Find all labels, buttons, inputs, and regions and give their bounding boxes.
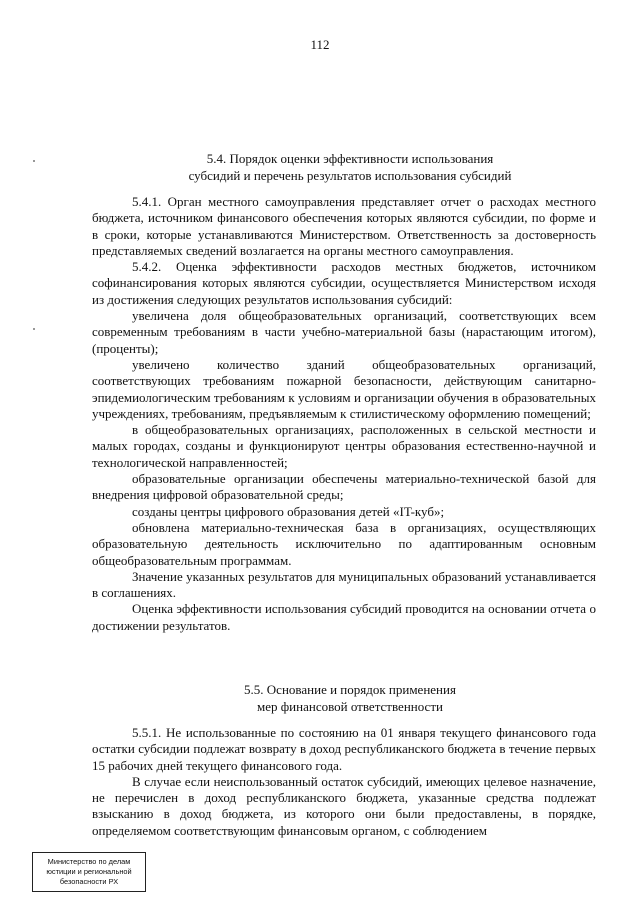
scan-speck <box>33 328 35 330</box>
result-item-3: в общеобразовательных организациях, расположенных в сельской местности и малых городах, созданы и функционируют центры образования естественно-научной и технологической направленностей; <box>92 422 596 470</box>
paragraph-unused-balance: В случае если неиспользованный остаток субсидий, имеющих целевое назначение, не перечислен в доход республиканского бюджета, указанные средства подлежат взысканию в доход бюджета, из которого они были предоставлены, в порядке, определяемом соответствующим финансовым органом, с соблюдением <box>92 773 596 838</box>
section-5-4-heading <box>150 150 550 184</box>
stamp-line-2: юстиции и региональной <box>46 867 132 876</box>
page-number: 112 <box>310 37 330 52</box>
result-item-5: созданы центры цифрового образования детей «IT-куб»; <box>132 503 445 519</box>
stamp-line-1: Министерство по делам <box>47 857 131 866</box>
paragraph-5-4-2: 5.4.2. Оценка эффективности расходов местных бюджетов, источником софинансирования которых являются субсидии, осуществляется Министерством исходя из достижения следующих результатов использования субсидий: <box>92 259 596 307</box>
section-5-4-title-line-2: субсидий и перечень результатов использования субсидий <box>188 168 512 183</box>
section-5-5-body <box>92 725 596 839</box>
stamp-line-3: безопасности РХ <box>59 877 119 886</box>
result-item-6: обновлена материально-техническая база в организациях, осуществляющих образовательную деятельность исключительно по адаптированным основным общеобразовательным программам. <box>92 519 596 568</box>
paragraph-values-agreement: Значение указанных результатов для муниципальных образований устанавливается в соглашениях. <box>92 568 596 601</box>
section-5-4-title-line-1: 5.4. Порядок оценки эффективности использования <box>206 151 494 166</box>
result-item-1: увеличена доля общеобразовательных организаций, соответствующих всем современным требованиям в части учебно-материальной базы (нарастающим итогом), (проценты); <box>92 308 596 356</box>
paragraph-5-4-1: 5.4.1. Орган местного самоуправления представляет отчет о расходах местного бюджета, источником финансового обеспечения которых являются субсидии, по форме и в сроки, которые устанавливаются Министерством. Ответственность за достоверность представляемых сведений возлагается на органы местного самоуправления. <box>92 194 596 258</box>
paragraph-5-5-1: 5.5.1. Не использованные по состоянию на 01 января текущего финансового года остатки субсидии подлежат возврату в доход республиканского бюджета в течение первых 15 рабочих дней текущего финансового года. <box>92 725 596 773</box>
section-5-4-body <box>92 194 596 634</box>
section-5-5-title-line-2: мер финансовой ответственности <box>257 699 443 714</box>
result-item-2: увеличено количество зданий общеобразовательных организаций, соответствующих требованиям пожарной безопасности, действующим санитарно-эпидемиологическим требованиям к условиям и организации обучения в образовательных учреждениях, требованиям, предъявляемым к стилистическому оформлению помещений; <box>92 356 596 421</box>
ministry-stamp <box>32 852 146 892</box>
result-item-4: образовательные организации обеспечены материально-технической базой для внедрения цифровой образовательной среды; <box>92 471 596 503</box>
section-5-5-title-line-1: 5.5. Основание и порядок применения <box>244 682 456 697</box>
scan-speck <box>33 160 35 162</box>
paragraph-evaluation-basis: Оценка эффективности использования субсидий проводится на основании отчета о достижении результатов. <box>92 601 596 633</box>
section-5-5-heading <box>150 681 550 715</box>
